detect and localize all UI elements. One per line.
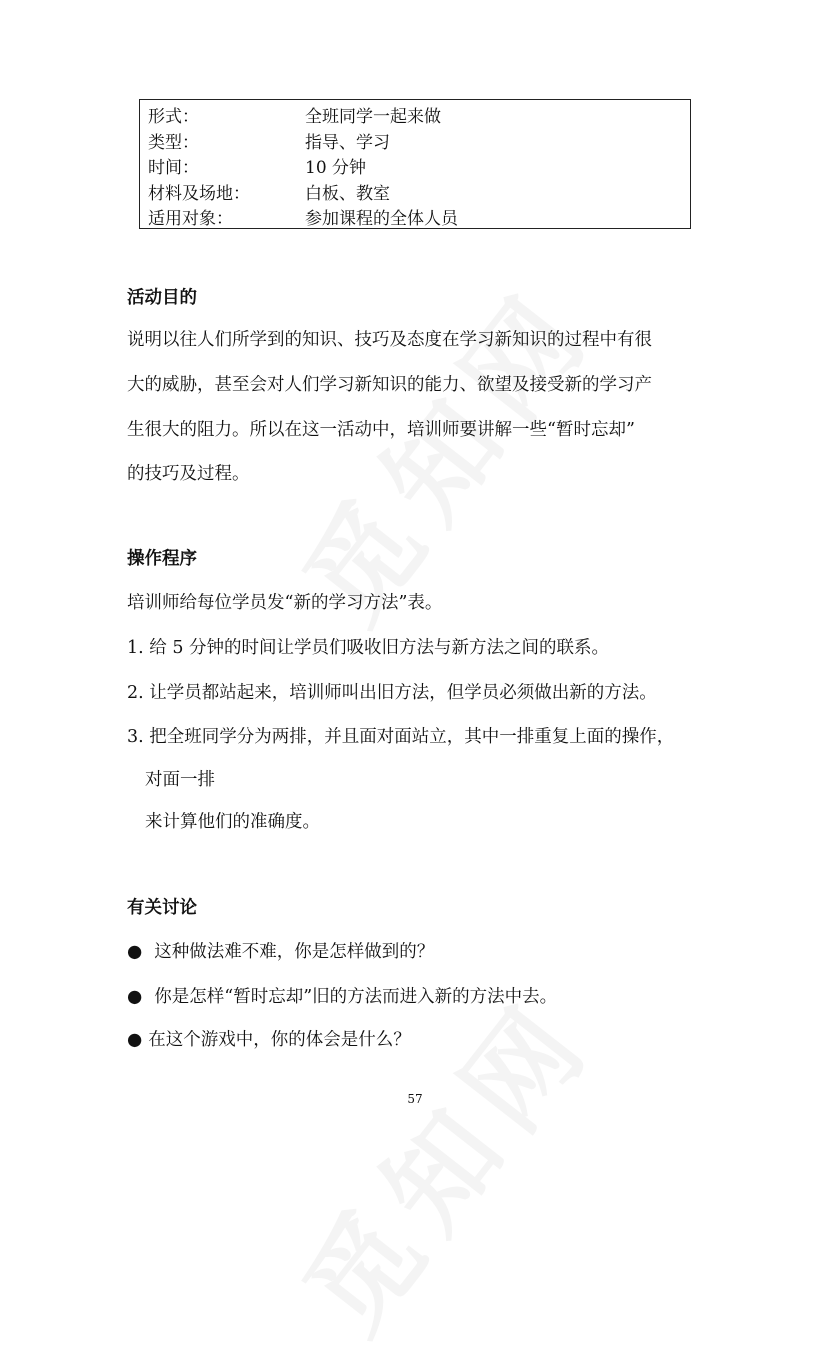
info-label: 材料及场地： xyxy=(148,183,250,204)
procedure-continuation: 对面一排 xyxy=(145,770,215,790)
info-row-materials xyxy=(148,179,690,205)
watermark-lower xyxy=(262,959,623,1359)
info-row-audience xyxy=(148,204,690,230)
procedure-intro: 培训师给每位学员发“新的学习方法”表。 xyxy=(127,593,443,613)
info-table xyxy=(139,99,691,229)
purpose-heading: 活动目的 xyxy=(127,288,197,308)
bullet-icon: ● xyxy=(127,942,143,962)
info-row-form xyxy=(148,102,690,128)
discussion-item xyxy=(127,983,557,1008)
info-label: 时间： xyxy=(148,158,199,179)
info-value: 10 分钟 xyxy=(305,158,367,179)
info-label: 适用对象： xyxy=(148,209,233,230)
info-label: 形式： xyxy=(148,107,199,128)
procedure-step: 3. 把全班同学分为两排，并且面对面站立，其中一排重复上面的操作， xyxy=(127,727,675,747)
discussion-item xyxy=(127,938,434,963)
info-row-time xyxy=(148,153,690,179)
procedure-heading: 操作程序 xyxy=(127,549,197,569)
info-value: 参加课程的全体人员 xyxy=(305,209,458,230)
bullet-icon: ● xyxy=(127,987,143,1007)
discussion-item-text: 这种做法难不难，你是怎样做到的？ xyxy=(154,942,435,962)
procedure-continuation: 来计算他们的准确度。 xyxy=(145,812,320,832)
purpose-line: 大的威胁，甚至会对人们学习新知识的能力、欲望及接受新的学习产 xyxy=(127,375,652,395)
info-value: 全班同学一起来做 xyxy=(305,107,441,128)
bullet-icon: ● xyxy=(127,1030,143,1050)
info-label: 类型： xyxy=(148,132,199,153)
page-number: 57 xyxy=(407,1092,423,1106)
info-value: 白板、教室 xyxy=(305,183,390,204)
purpose-line: 说明以往人们所学到的知识、技巧及态度在学习新知识的过程中有很 xyxy=(127,330,652,350)
info-row-type xyxy=(148,128,690,154)
procedure-step: 1. 给 5 分钟的时间让学员们吸收旧方法与新方法之间的联系。 xyxy=(127,638,610,658)
purpose-line: 生很大的阻力。所以在这一活动中，培训师要讲解一些“暂时忘却” xyxy=(127,420,635,440)
info-value: 指导、学习 xyxy=(305,132,390,153)
procedure-step: 2. 让学员都站起来，培训师叫出旧方法，但学员必须做出新的方法。 xyxy=(127,683,657,703)
discussion-item-text: 你是怎样“暂时忘却”旧的方法而进入新的方法中去。 xyxy=(154,987,558,1007)
discussion-item xyxy=(127,1026,411,1051)
discussion-heading: 有关讨论 xyxy=(127,898,197,918)
purpose-line: 的技巧及过程。 xyxy=(127,464,250,484)
discussion-item-text: 在这个游戏中，你的体会是什么？ xyxy=(148,1030,411,1050)
